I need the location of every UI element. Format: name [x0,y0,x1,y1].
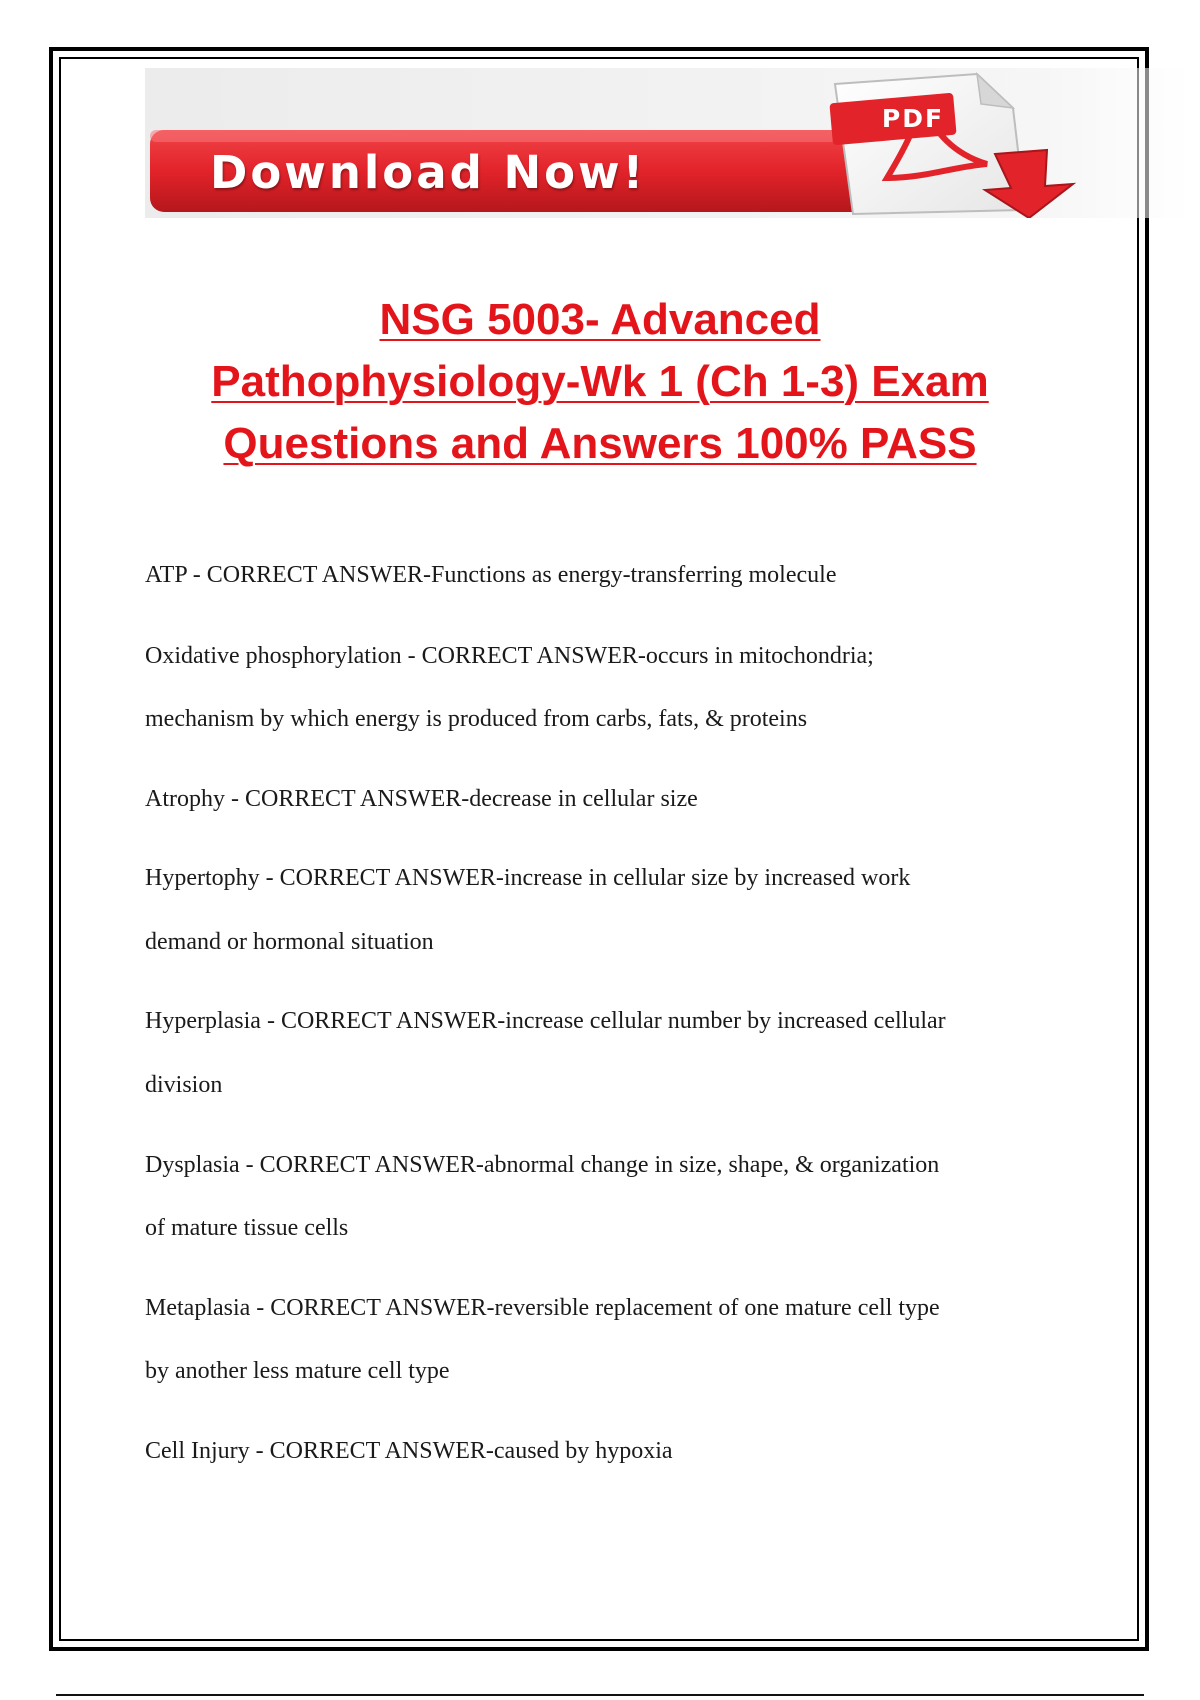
document-title [120,289,1080,475]
qa-text-continued: of mature tissue cells [145,1215,349,1241]
qa-text: Oxidative phosphorylation - CORRECT ANSWER-occurs in mitochondria; [145,643,874,669]
title-line-3: Questions and Answers 100% PASS [223,419,977,468]
qa-text: Metaplasia - CORRECT ANSWER-reversible replacement of one mature cell type [145,1295,940,1321]
qa-text-continued: division [145,1072,223,1098]
download-now-banner[interactable] [145,68,1190,218]
title-line-1: NSG 5003- Advanced [379,295,821,344]
qa-text: Hyperplasia - CORRECT ANSWER-increase cellular number by increased cellular [145,1008,946,1034]
title-line-2: Pathophysiology-Wk 1 (Ch 1-3) Exam [211,357,989,406]
qa-text: Atrophy - CORRECT ANSWER-decrease in cellular size [145,786,698,812]
qa-text: ATP - CORRECT ANSWER-Functions as energy-transferring molecule [145,562,837,588]
qa-text: Dysplasia - CORRECT ANSWER-abnormal change in size, shape, & organization [145,1152,940,1178]
pdf-icon: PDF [881,104,945,133]
qa-text: Hypertophy - CORRECT ANSWER-increase in cellular size by increased work [145,865,911,891]
qa-text: Cell Injury - CORRECT ANSWER-caused by hypoxia [145,1438,673,1464]
download-now-label: Download Now! [210,146,647,199]
qa-text-continued: demand or hormonal situation [145,929,434,955]
qa-text-continued: by another less mature cell type [145,1358,450,1384]
page-bottom-rule [56,1694,1144,1696]
qa-text-continued: mechanism by which energy is produced from carbs, fats, & proteins [145,706,808,732]
